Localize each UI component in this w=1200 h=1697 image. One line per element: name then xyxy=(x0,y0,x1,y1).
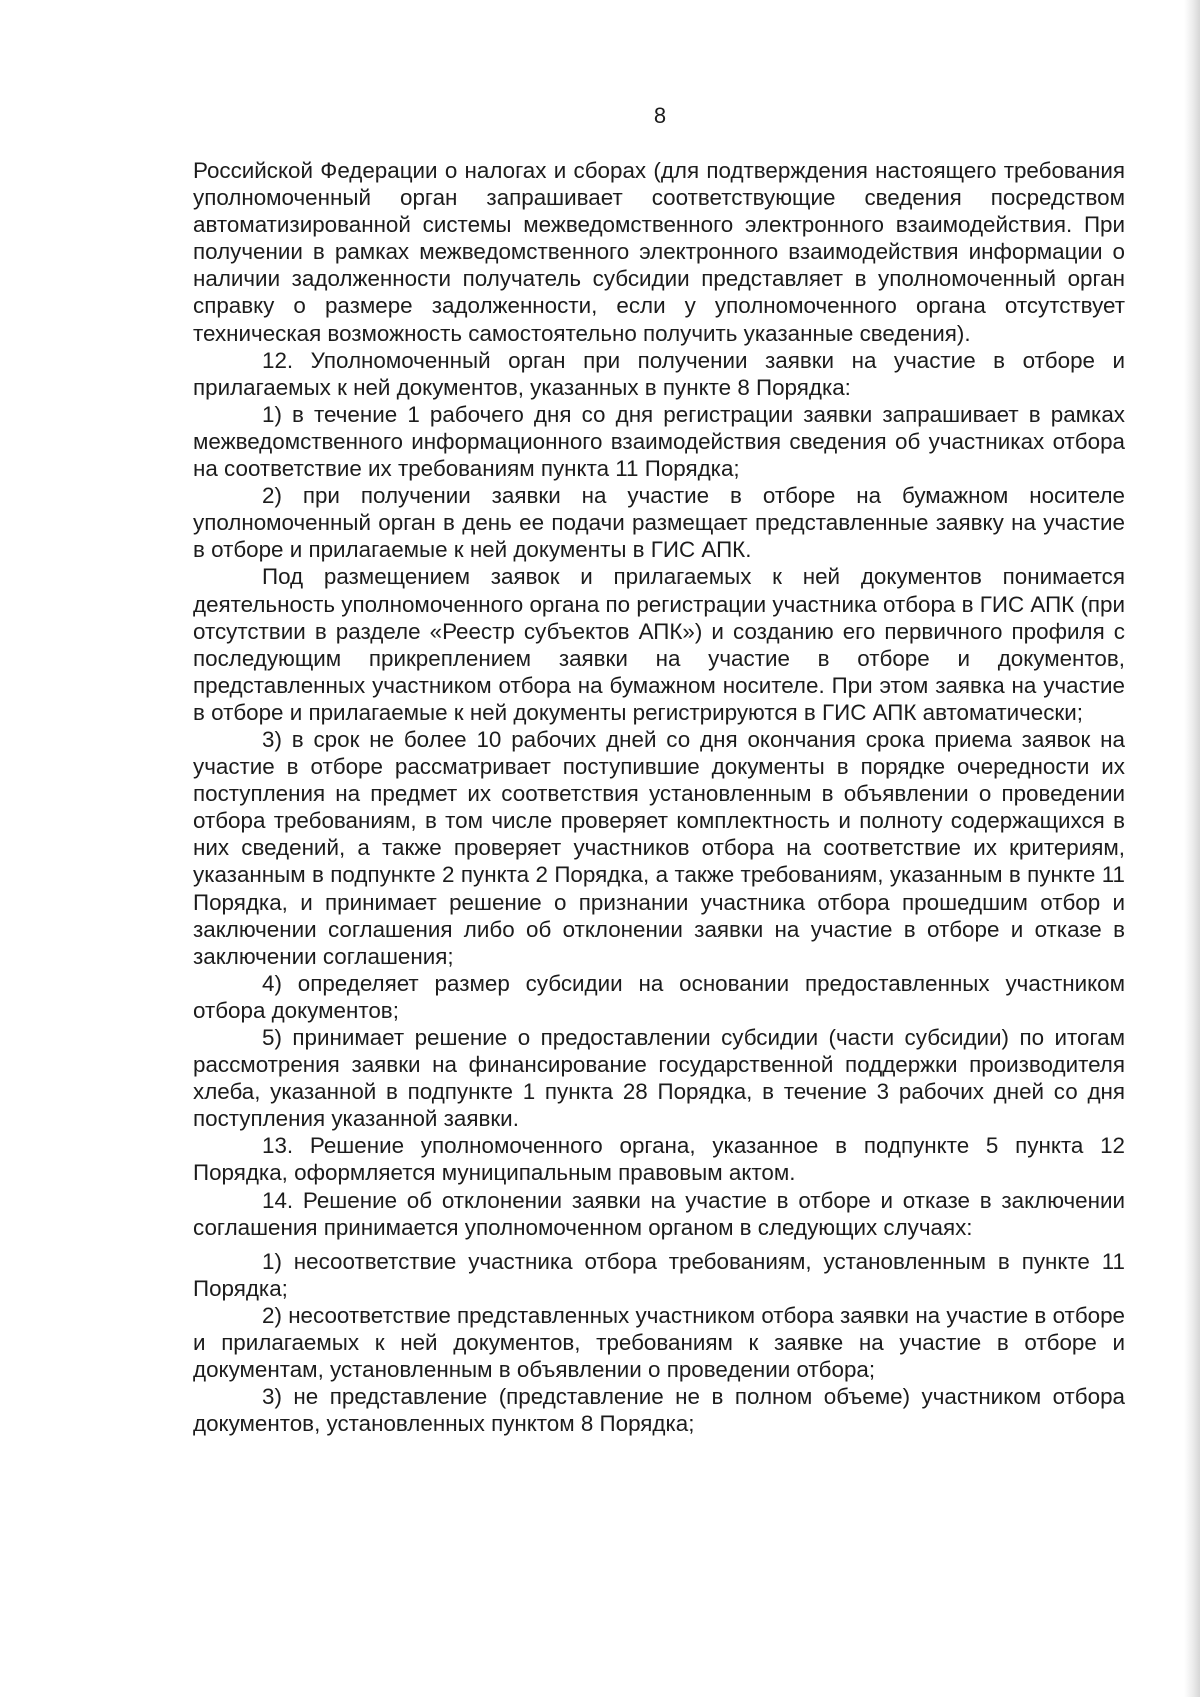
paragraph-item-12-3: 3) в срок не более 10 рабочих дней со дня окончания срока приема заявок на участие в отборе рассматривает поступившие документы в порядке очередности их поступления на предмет их соответствия установленным в объявлении о проведении отбора требованиям, в том числе проверяет комплектность и полноту содержащихся в них сведений, а также проверяет участников отбора на соответствие их критериям, указанным в подпункте 2 пункта 2 Порядка, а также требованиям, указанным в пункте 11 Порядка, и принимает решение о признании участника отбора прошедшим отбор и заключении соглашения либо об отклонении заявки на участие в отборе и отказе в заключении соглашения; xyxy=(193,726,1125,969)
paragraph-item-14-1: 1) несоответствие участника отбора требованиям, установленным в пункте 11 Порядка; xyxy=(193,1248,1125,1301)
page-number: 8 xyxy=(653,103,667,128)
document-body xyxy=(193,157,1125,1437)
paragraph-item-13: 13. Решение уполномоченного органа, указанное в подпункте 5 пункта 12 Порядка, оформляется муниципальным правовым актом. xyxy=(193,1133,1125,1186)
paragraph-item-12-1: 1) в течение 1 рабочего дня со дня регистрации заявки запрашивает в рамках межведомственного информационного взаимодействия сведения об участниках отбора на соответствие их требованиям пункта 11 Порядка; xyxy=(193,401,1125,482)
paragraph-continuation: Российской Федерации о налогах и сборах (для подтверждения настоящего требования уполномоченный орган запрашивает соответствующие сведения посредством автоматизированной системы межведомственного электронного взаимодействия. При получении в рамках межведомственного электронного взаимодействия информации о наличии задолженности получатель субсидии представляет в уполномоченный орган справку о размере задолженности, если у уполномоченного органа отсутствует техническая возможность самостоятельно получить указанные сведения). xyxy=(193,158,1125,346)
paragraph-item-12: 12. Уполномоченный орган при получении заявки на участие в отборе и прилагаемых к ней документов, указанных в пункте 8 Порядка: xyxy=(193,347,1125,400)
paragraph-item-12-4: 4) определяет размер субсидии на основании предоставленных участником отбора документов; xyxy=(193,970,1125,1023)
paragraph-item-14-2: 2) несоответствие представленных участником отбора заявки на участие в отборе и прилагаемых к ней документов, требованиям к заявке на участие в отборе и документам, установленным в объявлении о проведении отбора; xyxy=(193,1302,1125,1383)
paragraph-placement-definition: Под размещением заявок и прилагаемых к ней документов понимается деятельность уполномоченного органа по регистрации участника отбора в ГИС АПК (при отсутствии в разделе «Реестр субъектов АПК») и созданию его первичного профиля с последующим прикреплением заявки на участие в отборе и документов, представленных участником отбора на бумажном носителе. При этом заявка на участие в отборе и прилагаемые к ней документы регистрируются в ГИС АПК автоматически; xyxy=(193,564,1125,725)
page-edge-shadow xyxy=(1184,0,1200,1697)
paragraph-item-12-2: 2) при получении заявки на участие в отборе на бумажном носителе уполномоченный орган в день ее подачи размещает представленные заявку на участие в отборе и прилагаемые к ней документы в ГИС АПК. xyxy=(193,483,1125,563)
paragraph-item-14-3: 3) не представление (представление не в полном объеме) участником отбора документов, установленных пунктом 8 Порядка; xyxy=(193,1384,1125,1437)
paragraph-item-14: 14. Решение об отклонении заявки на участие в отборе и отказе в заключении соглашения принимается уполномоченном органом в следующих случаях: xyxy=(193,1187,1125,1240)
paragraph-item-12-5: 5) принимает решение о предоставлении субсидии (части субсидии) по итогам рассмотрения заявки на финансирование государственной поддержки производителя хлеба, указанной в подпункте 1 пункта 28 Порядка, в течение 3 рабочих дней со дня поступления указанной заявки. xyxy=(193,1025,1125,1132)
